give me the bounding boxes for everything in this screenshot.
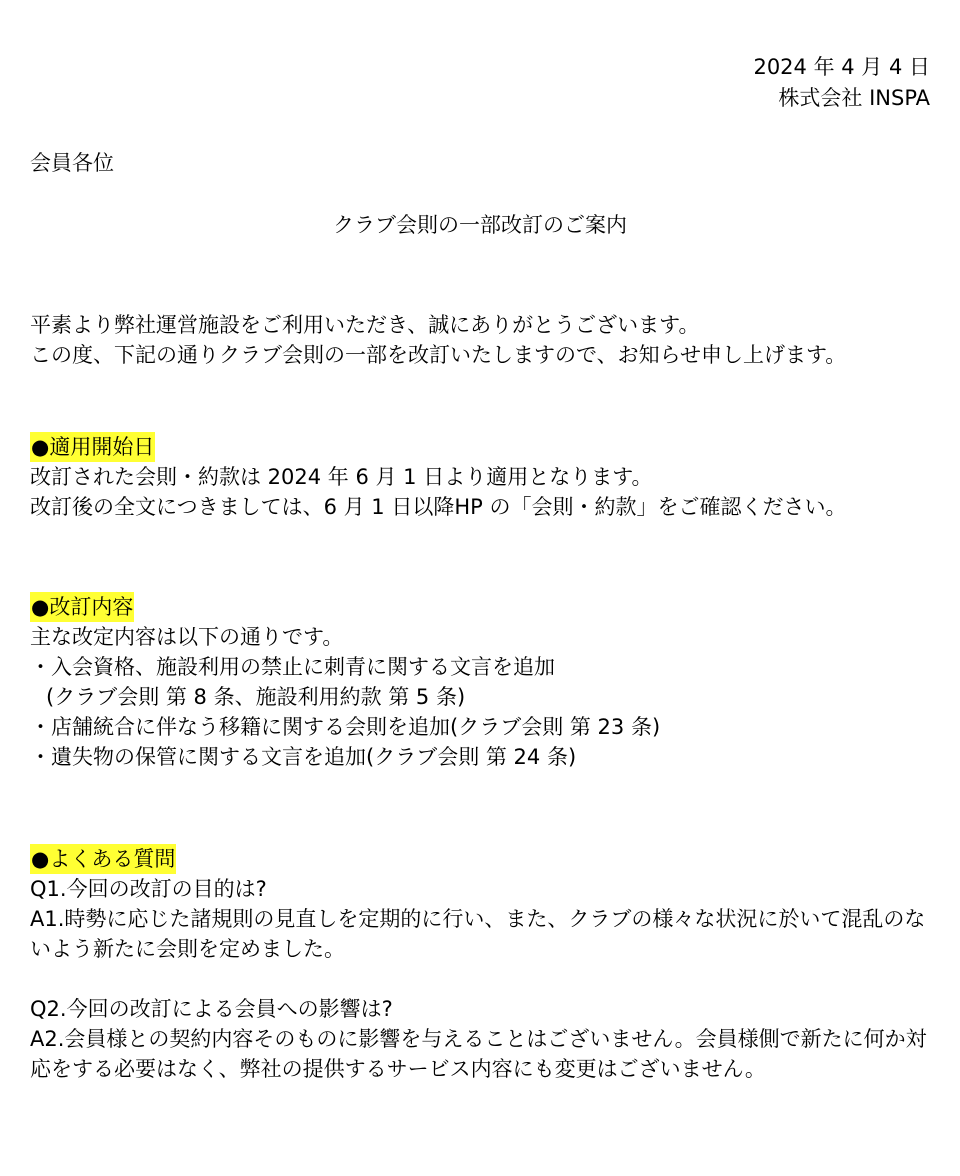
section-heading: ●改訂内容 <box>30 592 134 622</box>
addressee: 会員各位 <box>30 151 114 175</box>
faq-spacer <box>30 964 940 994</box>
faq-answer: A1.時勢に応じた諸規則の見直しを定期的に行い、また、クラブの様々な状況に於いて混乱のないよう新たに会則を定めました。 <box>30 907 926 961</box>
greeting-line: 平素より弊社運営施設をご利用いただき、誠にありがとうございます。 <box>30 313 700 337</box>
change-item: ・店舗統合に伴なう移籍に関する会則を追加(クラブ会則 第 23 条) <box>30 715 661 739</box>
section-faq <box>30 844 940 1084</box>
company-name: 株式会社 INSPA <box>778 86 930 110</box>
change-item: ・入会資格、施設利用の禁止に刺青に関する文言を追加 <box>30 655 555 679</box>
start-date-line: 改訂された会則・約款は 2024 年 6 月 1 日より適用となります。 <box>30 465 653 489</box>
section-heading: ●よくある質問 <box>30 844 176 874</box>
faq-question: Q2.今回の改訂による会員への影響は? <box>30 997 393 1021</box>
changes-intro: 主な改定内容は以下の通りです。 <box>30 625 344 649</box>
section-changes <box>30 592 940 772</box>
document-title: クラブ会則の一部改訂のご案内 <box>333 213 627 237</box>
change-item-detail: (クラブ会則 第 8 条、施設利用約款 第 5 条) <box>46 685 466 709</box>
faq-question: Q1.今回の改訂の目的は? <box>30 877 267 901</box>
greeting-line: この度、下記の通りクラブ会則の一部を改訂いたしますので、お知らせ申し上げます。 <box>30 343 847 367</box>
document-header <box>753 52 930 114</box>
start-date-line: 改訂後の全文につきましては、6 月 1 日以降HP の「会則・約款」をご確認ください。 <box>30 495 847 519</box>
change-item: ・遺失物の保管に関する文言を追加(クラブ会則 第 24 条) <box>30 745 577 769</box>
section-heading: ●適用開始日 <box>30 432 155 462</box>
greeting-paragraph <box>30 310 940 370</box>
issue-date: 2024 年 4 月 4 日 <box>753 55 930 79</box>
faq-answer: A2.会員様との契約内容そのものに影響を与えることはございません。会員様側で新たに何か対応をする必要はなく、弊社の提供するサービス内容にも変更はございません。 <box>30 1027 927 1081</box>
section-start-date <box>30 432 940 522</box>
